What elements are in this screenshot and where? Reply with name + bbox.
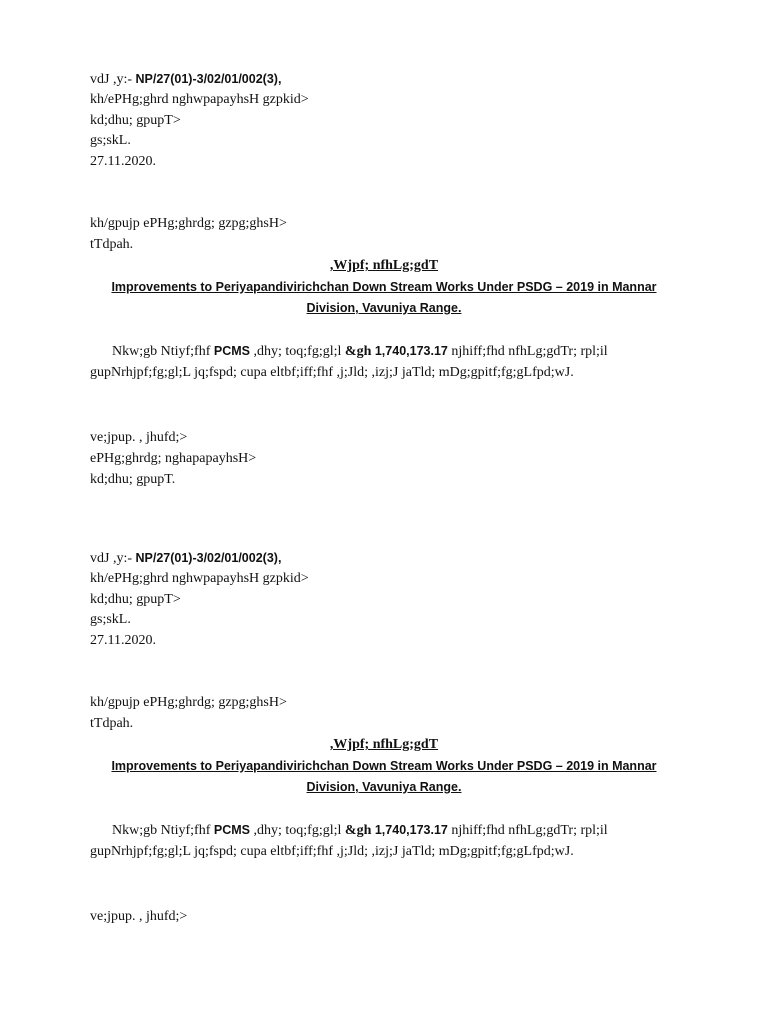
- address-line-2: kd;dhu; gpupT>: [90, 113, 181, 128]
- recipient-line-2: tTdpah.: [90, 716, 134, 731]
- signature-line-1: ve;jpup. , jhufd;>: [90, 430, 188, 445]
- reference-prefix: vdJ ,y:-: [90, 72, 136, 87]
- signature-line-2: ePHg;ghrdg; nghapapayhsH>: [90, 451, 257, 466]
- recipient-line-2: tTdpah.: [90, 237, 134, 252]
- body-text-1: Nkw;gb Ntiyf;fhf: [112, 823, 214, 838]
- signature-line-3: kd;dhu; gpupT.: [90, 472, 176, 487]
- letter-heading: ,Wjpf; nfhLg;gdT: [329, 737, 439, 752]
- subject-line-2: Division, Vavuniya Range.: [306, 780, 462, 794]
- address-line-1: kh/ePHg;ghrd nghwpapayhsH gzpkid>: [90, 571, 309, 586]
- recipient-line-1: kh/gpujp ePHg;ghrdg; gzpg;ghsH>: [90, 216, 287, 231]
- amount-value: 1,740,173.17: [374, 823, 448, 837]
- reference-number: NP/27(01)-3/02/01/002(3),: [135, 72, 282, 86]
- letter-date: 27.11.2020.: [90, 154, 156, 169]
- body-text-1: Nkw;gb Ntiyf;fhf: [112, 344, 214, 359]
- recipient-line-1: kh/gpujp ePHg;ghrdg; gzpg;ghsH>: [90, 695, 287, 710]
- body-text-2: ,dhy; toq;fg;gl;l: [250, 823, 345, 838]
- reference-line: [90, 70, 281, 89]
- pcms-label: PCMS: [213, 823, 251, 837]
- address-line-3: gs;skL.: [90, 612, 131, 627]
- reference-line: [90, 549, 281, 568]
- signature-line-1: ve;jpup. , jhufd;>: [90, 909, 188, 924]
- body-text-3: njhiff;fhd nfhLg;gdTr; rpl;il gupNrhjpf;fg;gl;L jq;fspd; cupa eltbf;iff;fhf ,j;Jld; ,izj;J jaTld; mDg;gpitf;fg;gLfpd;wJ.: [90, 823, 608, 859]
- subject-line-1: Improvements to Periyapandivirichchan Down Stream Works Under PSDG – 2019 in Mannar: [111, 759, 657, 773]
- pcms-label: PCMS: [213, 344, 251, 358]
- address-line-2: kd;dhu; gpupT>: [90, 592, 181, 607]
- body-paragraph: [90, 820, 690, 862]
- reference-number: NP/27(01)-3/02/01/002(3),: [135, 551, 282, 565]
- body-text-3: njhiff;fhd nfhLg;gdTr; rpl;il gupNrhjpf;fg;gl;L jq;fspd; cupa eltbf;iff;fhf ,j;Jld; ,izj;J jaTld; mDg;gpitf;fg;gLfpd;wJ.: [90, 344, 608, 380]
- body-text-2: ,dhy; toq;fg;gl;l: [250, 344, 345, 359]
- amount-prefix: &gh: [344, 823, 372, 838]
- subject-line-2: Division, Vavuniya Range.: [306, 301, 462, 315]
- reference-prefix: vdJ ,y:-: [90, 551, 136, 566]
- body-paragraph: [90, 341, 690, 383]
- subject-line-1: Improvements to Periyapandivirichchan Down Stream Works Under PSDG – 2019 in Mannar: [111, 280, 657, 294]
- address-line-3: gs;skL.: [90, 133, 131, 148]
- amount-prefix: &gh: [344, 344, 372, 359]
- letter-heading: ,Wjpf; nfhLg;gdT: [329, 258, 439, 273]
- letter-date: 27.11.2020.: [90, 633, 156, 648]
- amount-value: 1,740,173.17: [374, 344, 448, 358]
- address-line-1: kh/ePHg;ghrd nghwpapayhsH gzpkid>: [90, 92, 309, 107]
